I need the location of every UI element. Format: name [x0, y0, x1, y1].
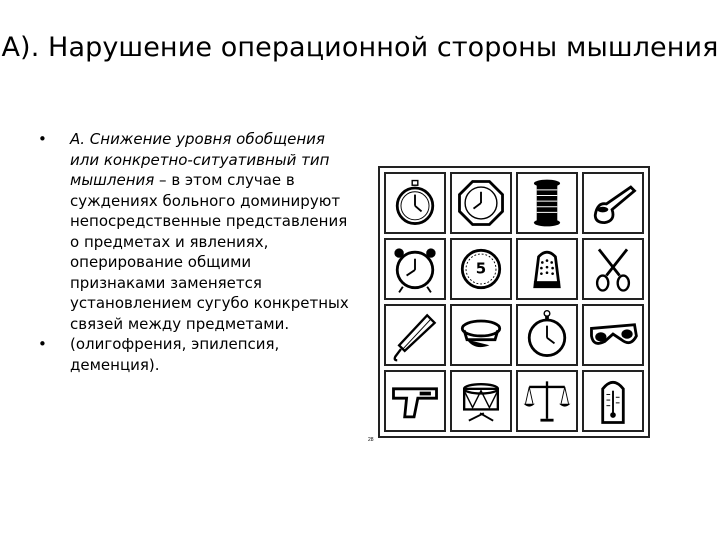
stopwatch-icon — [518, 306, 576, 364]
cell-coin — [450, 238, 512, 300]
scales-icon — [518, 372, 576, 430]
bullet-text: (олигофрения, эпилепсия, деменция). — [70, 335, 280, 374]
goggles-icon — [584, 306, 642, 364]
coin-value: 5 — [475, 259, 487, 278]
cell-umbrella — [384, 304, 446, 366]
cell-pipe — [582, 172, 644, 234]
cell-spool — [516, 172, 578, 234]
cell-cap — [450, 304, 512, 366]
bullet-item — [38, 334, 348, 375]
bullet-list — [38, 129, 348, 375]
cell-pistol — [384, 370, 446, 432]
wall-clock-icon — [452, 174, 510, 232]
cell-stopwatch — [516, 304, 578, 366]
cell-pocket-watch — [384, 172, 446, 234]
bullet-marker: • — [38, 335, 47, 353]
cell-thimble — [516, 238, 578, 300]
bullet-text: – в этом случае в суждениях больного доминируют непосредственные представления о предметах и явлениях, оперирование общими признаками заменяется установлением сугубо конкретных связей между предметами. — [70, 171, 349, 333]
thermometer-icon — [584, 372, 642, 430]
scissors-icon — [584, 240, 642, 298]
cap-icon — [452, 306, 510, 364]
object-grid — [378, 166, 650, 438]
bullet-item — [38, 129, 350, 334]
spool-of-thread-icon — [518, 174, 576, 232]
slide-title: А). Нарушение операционной стороны мышления — [1, 32, 719, 63]
cell-scales — [516, 370, 578, 432]
cell-goggles — [582, 304, 644, 366]
picture-classification-figure — [368, 160, 668, 442]
figure-page-number: 28 — [368, 437, 374, 443]
pistol-icon — [386, 372, 444, 430]
drum-icon — [452, 372, 510, 430]
pocket-watch-icon — [386, 174, 444, 232]
cell-drum — [450, 370, 512, 432]
cell-wall-clock — [450, 172, 512, 234]
thimble-icon — [518, 240, 576, 298]
alarm-clock-icon — [386, 240, 444, 298]
pipe-icon — [584, 174, 642, 232]
cell-thermometer — [582, 370, 644, 432]
umbrella-icon — [386, 306, 444, 364]
bullet-italic-text: А. Снижение уровня обобщения или конкретно-ситуативный тип мышления — [70, 130, 330, 189]
bullet-marker: • — [38, 130, 47, 148]
cell-scissors — [582, 238, 644, 300]
coin-icon — [452, 240, 510, 298]
cell-alarm-clock — [384, 238, 446, 300]
